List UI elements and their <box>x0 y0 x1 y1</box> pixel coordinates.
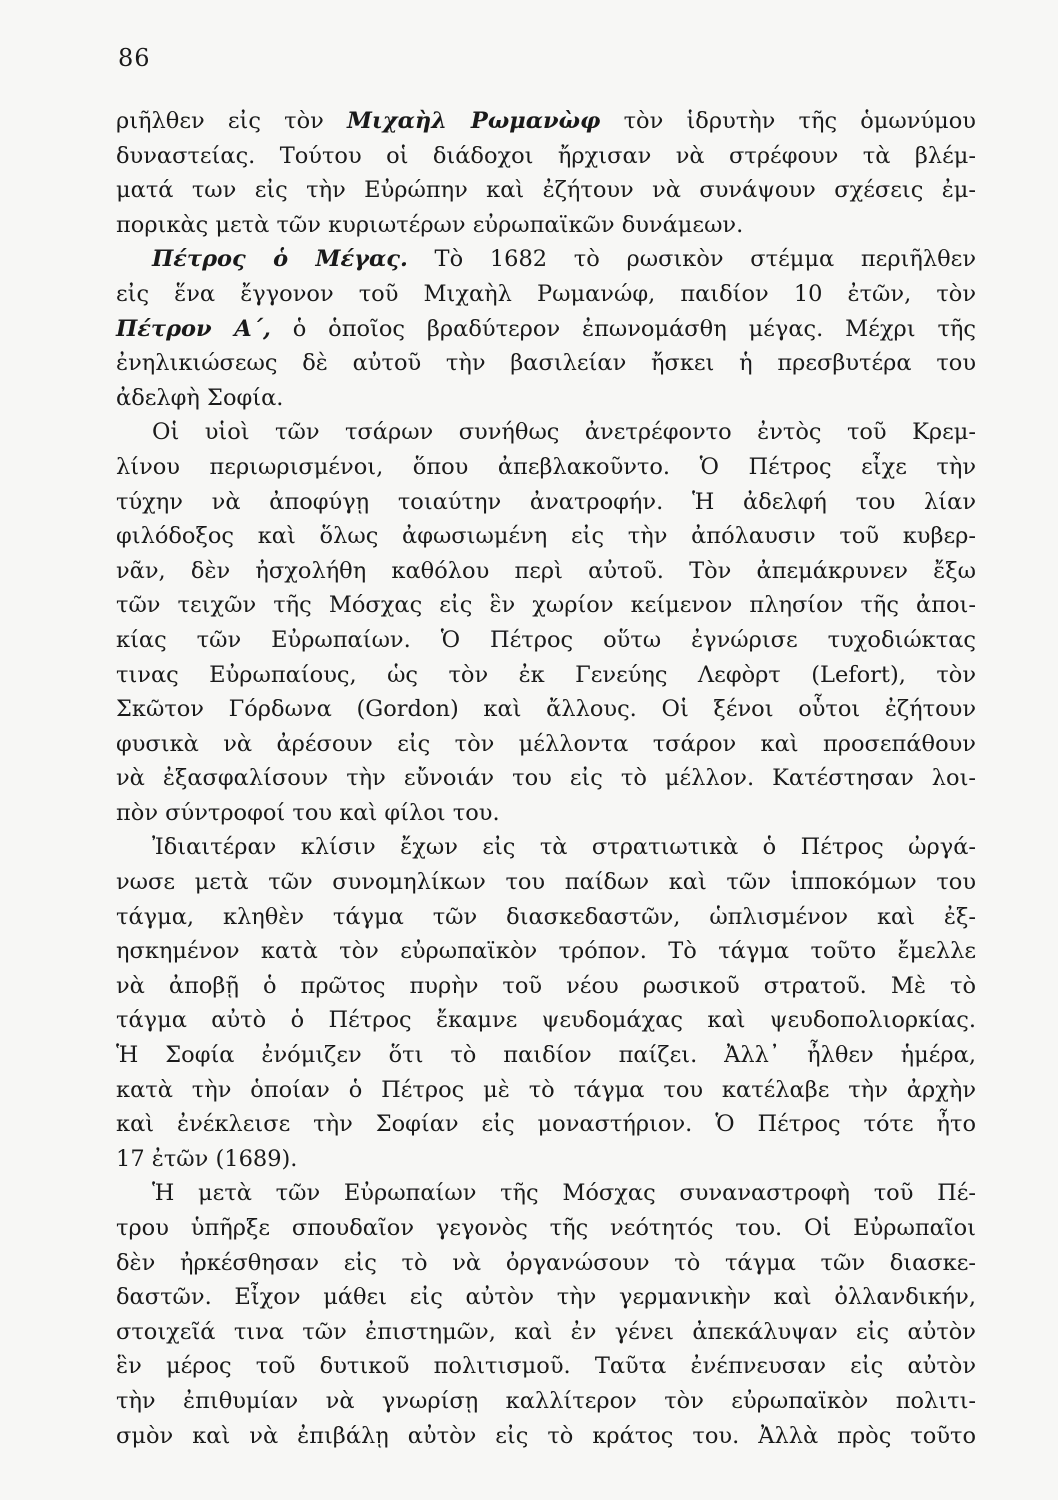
text-line <box>116 900 976 935</box>
text-line <box>116 1384 976 1419</box>
text-line <box>116 830 976 865</box>
line-text: Ἡ Σοφία ἐνόμιζεν ὅτι τὸ παιδίον παίζει. Ἀλλ᾽ ἦλθεν ἡμέρα, <box>116 1042 976 1069</box>
line-text: Ἰδιαιτέραν κλίσιν ἔχων εἰς τὰ στρατιωτικὰ ὁ Πέτρος ὠργά- <box>152 834 976 861</box>
line-text: νᾶν, δὲν ἠσχολήθη καθόλου περὶ αὐτοῦ. Τὸν ἀπεμάκρυνεν ἔξω <box>116 557 976 584</box>
text-line <box>116 969 976 1004</box>
text-line <box>116 173 976 208</box>
text-line <box>116 1142 976 1177</box>
text-line <box>116 865 976 900</box>
line-text: σμὸν καὶ νὰ ἐπιβάλῃ αὐτὸν εἰς τὸ κράτος του. Ἀλλὰ πρὸς τοῦτο <box>116 1422 976 1449</box>
line-text: πορικὰς μετὰ τῶν κυριωτέρων εὐρωπαϊκῶν δυνάμεων. <box>116 211 744 238</box>
line-text-after: τὸν ἱδρυτὴν τῆς ὁμωνύμου <box>600 108 976 134</box>
text-line <box>116 727 976 762</box>
text-line <box>116 519 976 554</box>
line-text: φυσικὰ νὰ ἀρέσουν εἰς τὸν μέλλοντα τσάρον καὶ προσεπάθουν <box>116 730 976 757</box>
line-text-after: ὁ ὁποῖος βραδύτερον ἐπωνομάσθη μέγας. Μέχρι τῆς <box>270 315 976 342</box>
text-line <box>116 1003 976 1038</box>
line-text: τύχην νὰ ἀποφύγῃ τοιαύτην ἀνατροφήν. Ἡ ἀδελφή του λίαν <box>116 488 976 515</box>
text-line <box>116 139 976 174</box>
text-line <box>116 1073 976 1108</box>
line-text: πὸν σύντροφοί του καὶ φίλοι του. <box>116 799 500 826</box>
text-line <box>116 1176 976 1211</box>
text-line <box>116 554 976 589</box>
emphasized-name: Μιχαὴλ Ρωμανὼφ <box>346 108 601 134</box>
text-line <box>116 242 976 277</box>
text-line <box>116 658 976 693</box>
text-line <box>116 623 976 658</box>
text-line <box>116 104 976 139</box>
line-text: ἓν μέρος τοῦ δυτικοῦ πολιτισμοῦ. Ταῦτα ἐνέπνευσαν εἰς αὐτὸν <box>116 1353 976 1380</box>
line-text: ματά των εἰς τὴν Εὐρώπην καὶ ἐζήτουν νὰ συνάψουν σχέσεις ἐμ- <box>116 177 976 204</box>
text-line <box>116 450 976 485</box>
text-line <box>116 588 976 623</box>
text-line <box>116 1280 976 1315</box>
emphasized-name: Πέτρος ὁ Μέγας. <box>152 246 408 273</box>
text-line <box>116 1419 976 1454</box>
body-text <box>116 104 976 1453</box>
line-text: εἰς ἕνα ἔγγονον τοῦ Μιχαὴλ Ρωμανώφ, παιδίον 10 ἐτῶν, τὸν <box>116 280 976 307</box>
line-text: τάγμα αὐτὸ ὁ Πέτρος ἔκαμνε ψευδομάχας καὶ ψευδοπολιορκίας. <box>116 1007 976 1034</box>
line-text: τῶν τειχῶν τῆς Μόσχας εἰς ἓν χωρίον κείμενον πλησίον τῆς ἀποι- <box>116 592 976 619</box>
text-line <box>116 346 976 381</box>
text-line <box>116 485 976 520</box>
line-text: στοιχεῖά τινα τῶν ἐπιστημῶν, καὶ ἐν γένει ἀπεκάλυψαν εἰς αὐτὸν <box>116 1318 976 1345</box>
text-line <box>116 1315 976 1350</box>
text-line <box>116 1107 976 1142</box>
text-line <box>116 692 976 727</box>
text-line <box>116 1349 976 1384</box>
line-text: δὲν ἠρκέσθησαν εἰς τὸ νὰ ὀργανώσουν τὸ τάγμα τῶν διασκε- <box>116 1249 976 1276</box>
text-line <box>116 934 976 969</box>
line-text: νωσε μετὰ τῶν συνομηλίκων του παίδων καὶ τῶν ἱπποκόμων του <box>116 869 976 896</box>
text-line <box>116 312 976 347</box>
text-line <box>116 415 976 450</box>
line-text-after: Τὸ 1682 τὸ ρωσικὸν στέμμα περιῆλθεν <box>407 246 976 273</box>
text-line <box>116 1038 976 1073</box>
text-line <box>116 277 976 312</box>
emphasized-name: Πέτρον Α΄, <box>116 315 271 342</box>
line-text: φιλόδοξος καὶ ὅλως ἀφωσιωμένη εἰς τὴν ἀπόλαυσιν τοῦ κυβερ- <box>116 523 976 550</box>
line-text: Ἡ μετὰ τῶν Εὐρωπαίων τῆς Μόσχας συναναστροφὴ τοῦ Πέ- <box>152 1180 976 1207</box>
line-text: νὰ ἀποβῇ ὁ πρῶτος πυρὴν τοῦ νέου ρωσικοῦ στρατοῦ. Μὲ τὸ <box>116 972 976 999</box>
line-text: τρου ὑπῆρξε σπουδαῖον γεγονὸς τῆς νεότητός του. Οἱ Εὐρωπαῖοι <box>116 1215 976 1241</box>
line-text: δυναστείας. Τούτου οἱ διάδοχοι ἤρχισαν νὰ στρέφουν τὰ βλέμ- <box>116 142 976 169</box>
line-text: τάγμα, κληθὲν τάγμα τῶν διασκεδαστῶν, ὡπλισμένον καὶ ἐξ- <box>116 903 976 930</box>
line-text: κατὰ τὴν ὁποίαν ὁ Πέτρος μὲ τὸ τάγμα του κατέλαβε τὴν ἀρχὴν <box>116 1076 976 1103</box>
line-text: ριῆλθεν εἰς τὸν <box>116 108 347 134</box>
line-text: λίνου περιωρισμένοι, ὅπου ἀπεβλακοῦντο. Ὁ Πέτρος εἶχε τὴν <box>116 453 976 480</box>
line-text: Σκῶτον Γόρδωνα (Gordon) καὶ ἄλλους. Οἱ ξένοι οὗτοι ἐζήτουν <box>116 696 976 723</box>
text-line <box>116 796 976 831</box>
text-line <box>116 761 976 796</box>
text-line <box>116 208 976 243</box>
line-text: καὶ ἐνέκλεισε τὴν Σοφίαν εἰς μοναστήριον. Ὁ Πέτρος τότε ἦτο <box>116 1111 976 1138</box>
line-text: νὰ ἐξασφαλίσουν τὴν εὔνοιάν του εἰς τὸ μέλλον. Κατέστησαν λοι- <box>116 765 976 792</box>
line-text: ἀδελφὴ Σοφία. <box>116 384 284 411</box>
line-text: 17 ἐτῶν (1689). <box>116 1145 298 1172</box>
line-text: κίας τῶν Εὐρωπαίων. Ὁ Πέτρος οὕτω ἐγνώρισε τυχοδιώκτας <box>116 626 976 653</box>
line-text: δαστῶν. Εἶχον μάθει εἰς αὐτὸν τὴν γερμανικὴν καὶ ὀλλανδικήν, <box>116 1284 976 1311</box>
text-line <box>116 1246 976 1281</box>
text-line <box>116 381 976 416</box>
text-line <box>116 1211 976 1246</box>
line-text: τὴν ἐπιθυμίαν νὰ γνωρίσῃ καλλίτερον τὸν εὐρωπαϊκὸν πολιτι- <box>116 1387 976 1414</box>
line-text: τινας Εὐρωπαίους, ὡς τὸν ἐκ Γενεύης Λεφὸρτ (Lefort), τὸν <box>116 661 976 688</box>
line-text: Οἱ υἱοὶ τῶν τσάρων συνήθως ἀνετρέφοντο ἐντὸς τοῦ Κρεμ- <box>152 419 976 446</box>
line-text: ἐνηλικιώσεως δὲ αὐτοῦ τὴν βασιλείαν ἤσκει ἡ πρεσβυτέρα του <box>116 350 976 377</box>
page-number: 86 <box>118 44 151 72</box>
line-text: ησκημένον κατὰ τὸν εὐρωπαϊκὸν τρόπον. Τὸ τάγμα τοῦτο ἔμελλε <box>116 938 976 965</box>
